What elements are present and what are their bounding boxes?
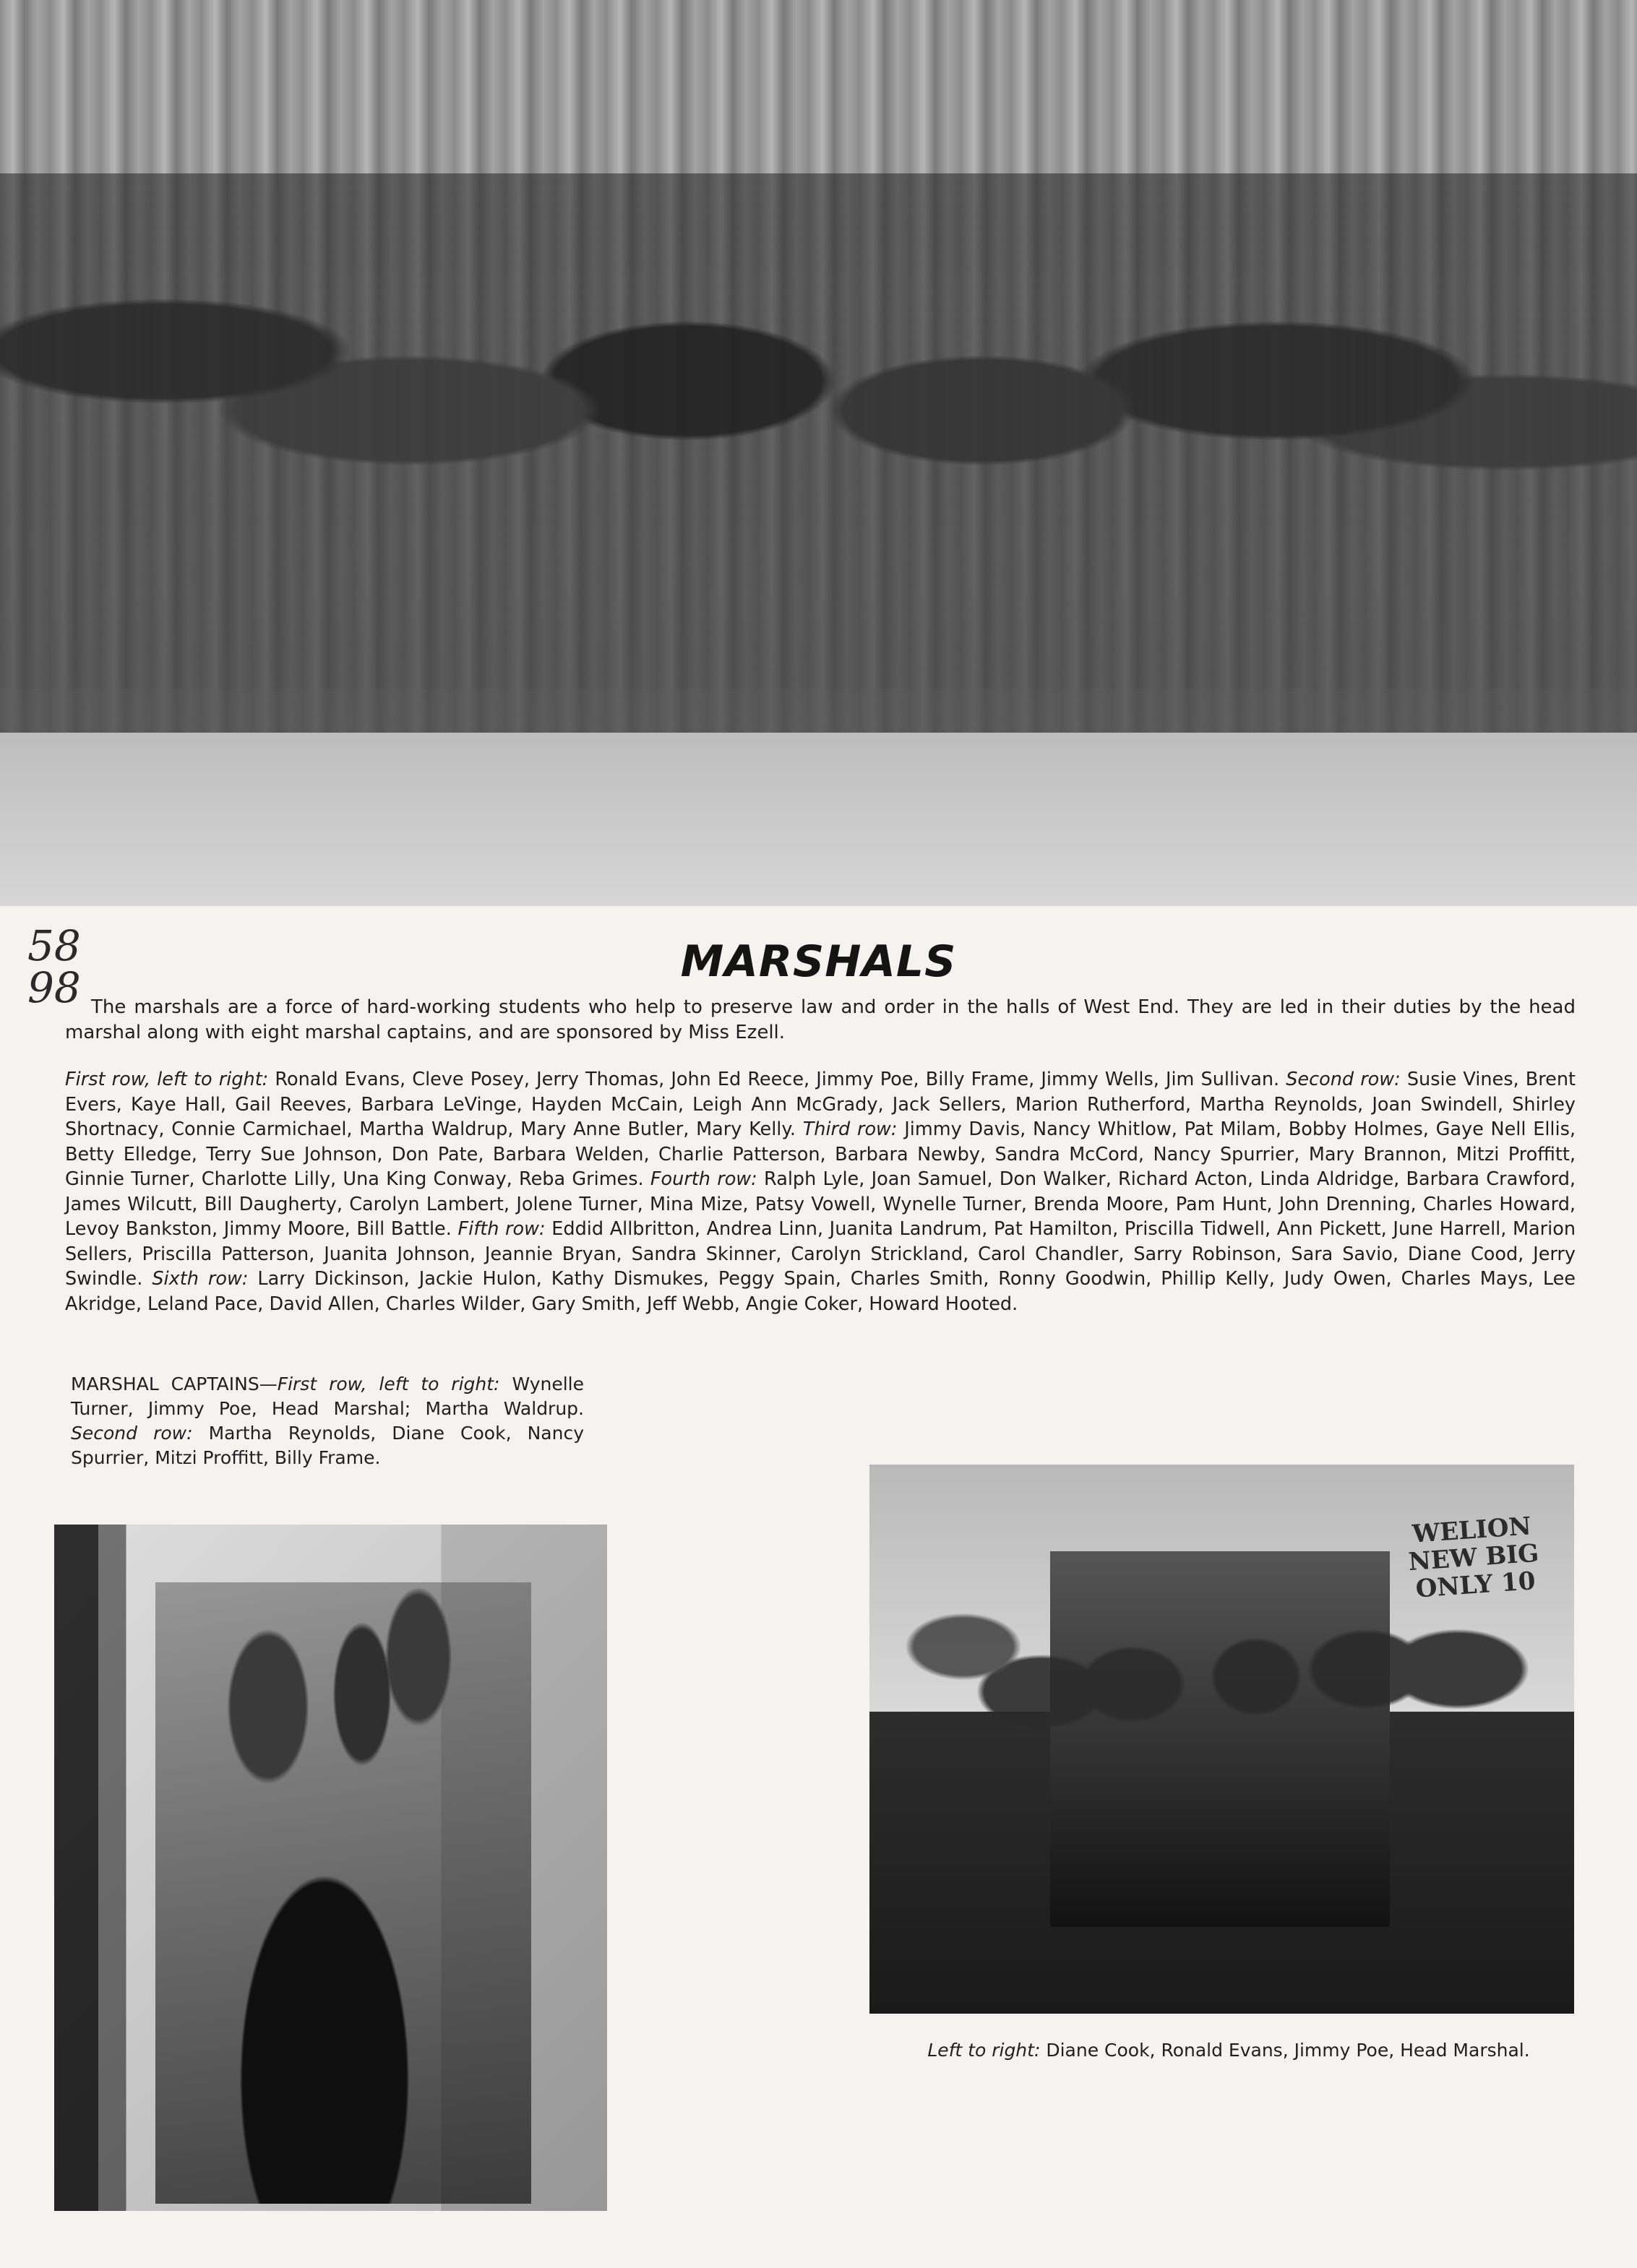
captains-caption (71, 1372, 584, 1470)
wall-writing-line-2: NEW BIG (1407, 1538, 1540, 1577)
hallway-caption-label: Left to right: (927, 2040, 1041, 2061)
roster-third-row-names: Jimmy Davis, Nancy Whitlow, Pat Milam, Bobby Holmes, Gaye Nell Ellis, Betty Elledge, Terry Sue Johnson, Don Pate, Barbara Welden, Charlie Patterson, Barbara Newby, Sandra McCord, Nancy Spurrier, Mary Brannon, Mitzi Proffitt, Ginnie Turner, Charlotte Lilly, Una King Conway, Reba Grimes. (65, 1118, 1576, 1190)
hallway-photo-caption (882, 2039, 1576, 2062)
hallway-caption-names: Diane Cook, Ronald Evans, Jimmy Poe, Head Marshal. (1046, 2040, 1530, 2061)
roster-second-row-names: Susie Vines, Brent Evers, Kaye Hall, Gail Reeves, Barbara LeVinge, Hayden McCain, Leigh Ann McGrady, Jack Sellers, Marion Rutherford, Martha Reynolds, Joan Swindell, Shirley Shortnacy, Connie Carmichael, Martha Waldrup, Mary Anne Butler, Mary Kelly. (65, 1069, 1576, 1140)
roster-third-row-label: Third row: (802, 1118, 898, 1140)
roster-fourth-row-names: Ralph Lyle, Joan Samuel, Don Walker, Richard Acton, Linda Aldridge, Barbara Crawford, James Wilcutt, Bill Daugherty, Carolyn Lambert, Jolene Turner, Mina Mize, Patsy Vowell, Wynelle Turner, Brenda Moore, Pam Hunt, John Drenning, Charles Howard, Levoy Bankston, Jimmy Moore, Bill Battle. (65, 1168, 1576, 1240)
page-title: MARSHALS (680, 936, 957, 987)
wall-writing-line-1: WELION (1411, 1512, 1532, 1549)
handwritten-note-line-1: 58 (27, 921, 81, 970)
roster-fifth-row-names: Eddid Allbritton, Andrea Linn, Juanita Landrum, Pat Hamilton, Priscilla Tidwell, Ann Pickett, June Harrell, Marion Sellers, Priscilla Patterson, Juanita Johnson, Jeannie Bryan, Sandra Skinner, Carolyn Strickland, Carol Chandler, Sarry Robinson, Sara Savio, Diane Cood, Jerry Swindle. (65, 1218, 1576, 1290)
captains-first-row-names: Wynelle Turner, Jimmy Poe, Head Marshal; Martha Waldrup. (71, 1374, 585, 1419)
captains-second-row-names: Martha Reynolds, Diane Cook, Nancy Spurrier, Mitzi Proffitt, Billy Frame. (71, 1423, 584, 1468)
roster-sixth-row-names: Larry Dickinson, Jackie Hulon, Kathy Dismukes, Peggy Spain, Charles Smith, Ronny Goodwin, Phillip Kelly, Judy Owen, Charles Mays, Lee Akridge, Leland Pace, David Allen, Charles Wilder, Gary Smith, Jeff Webb, Angie Coker, Howard Hooted. (65, 1268, 1576, 1315)
roster-fifth-row-label: Fifth row: (457, 1218, 546, 1240)
captains-heading: MARSHAL CAPTAINS— (71, 1374, 278, 1394)
hallway-wall-writing (1395, 1512, 1552, 1604)
group-photo (0, 0, 1637, 906)
intro-paragraph: The marshals are a force of hard-working students who help to preserve law and order in the halls of West End. They are led in their duties by the head marshal along with eight marshal captains, and are sponsored by Miss Ezell. (65, 996, 1576, 1043)
roster-paragraph (65, 1067, 1576, 1316)
roster-second-row-label: Second row: (1286, 1069, 1401, 1090)
wall-writing-line-3: ONLY 10 (1414, 1566, 1537, 1604)
handwritten-note-line-2: 98 (27, 963, 81, 1012)
roster-fourth-row-label: Fourth row: (650, 1168, 757, 1190)
hallway-photo (869, 1465, 1574, 2014)
roster-first-row-names: Ronald Evans, Cleve Posey, Jerry Thomas, John Ed Reece, Jimmy Poe, Billy Frame, Jimmy Wells, Jim Sullivan. (275, 1069, 1280, 1090)
group-photo-crowd (0, 173, 1637, 766)
roster-sixth-row-label: Sixth row: (152, 1268, 249, 1290)
roster-first-row-label: First row, left to right: (65, 1069, 269, 1090)
captains-second-row-label: Second row: (71, 1423, 193, 1444)
captains-photo (54, 1525, 607, 2211)
captains-first-row-label: First row, left to right: (277, 1374, 500, 1394)
group-photo-floor (0, 733, 1637, 906)
